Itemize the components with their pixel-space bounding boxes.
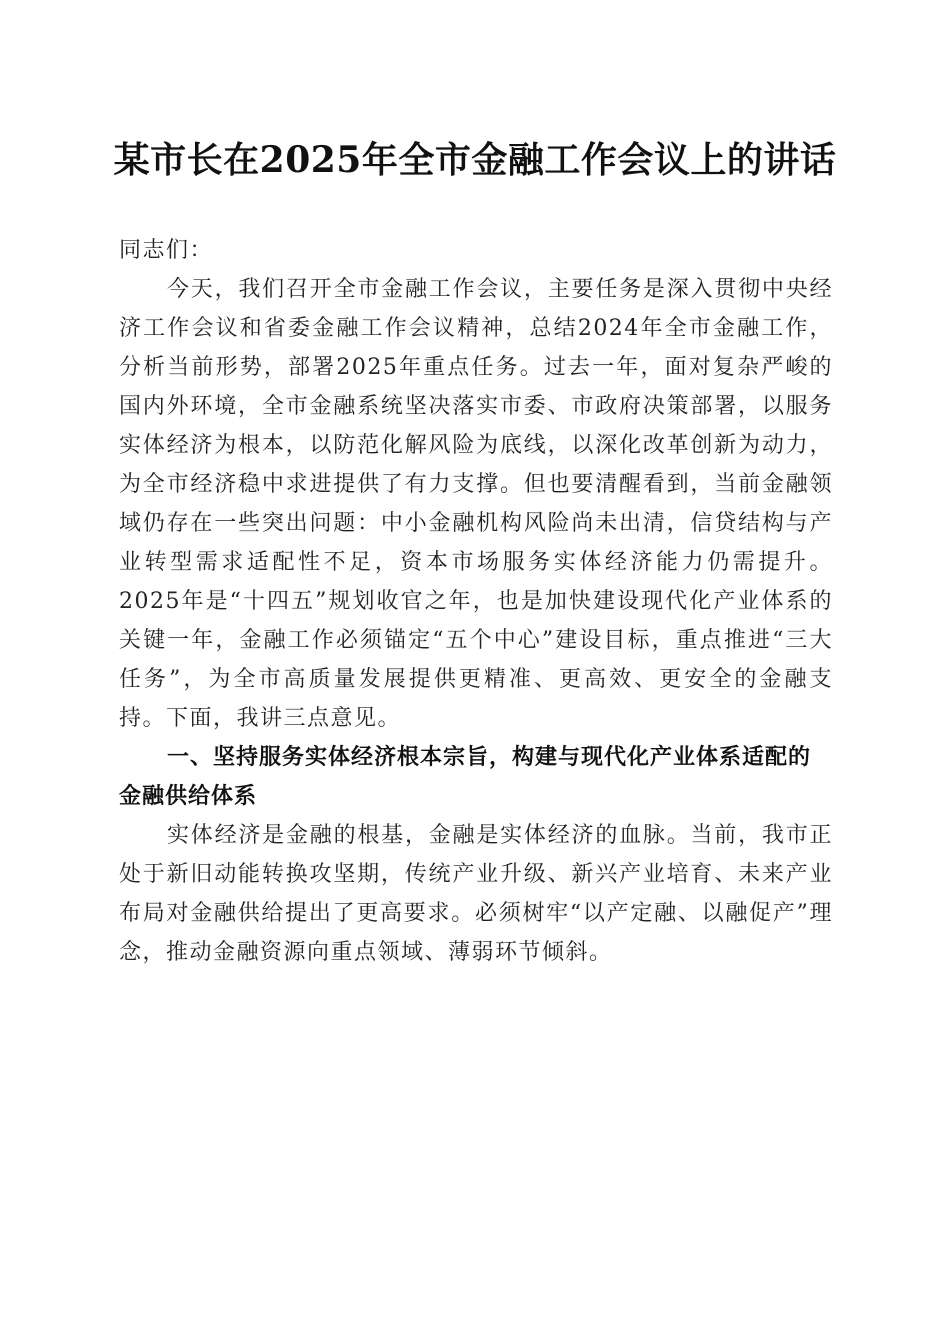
section-1-paragraph: 实体经济是金融的根基，金融是实体经济的血脉。当前，我市正处于新旧动能转换攻坚期，传统产业升级、新兴产业培育、未来产业布局对金融供给提出了更高要求。必须树牢“以产定融、以融促产”理念，推动金融资源向重点领域、薄弱环节倾斜。 bbox=[119, 823, 833, 965]
salutation: 同志们： bbox=[119, 238, 214, 263]
document-body bbox=[119, 231, 833, 972]
intro-paragraph: 今天，我们召开全市金融工作会议，主要任务是深入贯彻中央经济工作会议和省委金融工作会议精神，总结2024年全市金融工作，分析当前形势，部署2025年重点任务。过去一年，面对复杂严峻的国内外环境，全市金融系统坚决落实市委、市政府决策部署，以服务实体经济为根本，以防范化解风险为底线，以深化改革创新为动力，为全市经济稳中求进提供了有力支撑。但也要清醒看到，当前金融领域仍存在一些突出问题：中小金融机构风险尚未出清，信贷结构与产业转型需求适配性不足，资本市场服务实体经济能力仍需提升。2025年是“十四五”规划收官之年，也是加快建设现代化产业体系的关键一年，金融工作必须锚定“五个中心”建设目标，重点推进“三大任务”，为全市高质量发展提供更精准、更高效、更安全的金融支持。下面，我讲三点意见。 bbox=[119, 277, 833, 731]
section-heading-1: 一、坚持服务实体经济根本宗旨，构建与现代化产业体系适配的金融供给体系 bbox=[119, 745, 812, 809]
document-title: 某市长在2025年全市金融工作会议上的讲话 bbox=[113, 139, 837, 181]
